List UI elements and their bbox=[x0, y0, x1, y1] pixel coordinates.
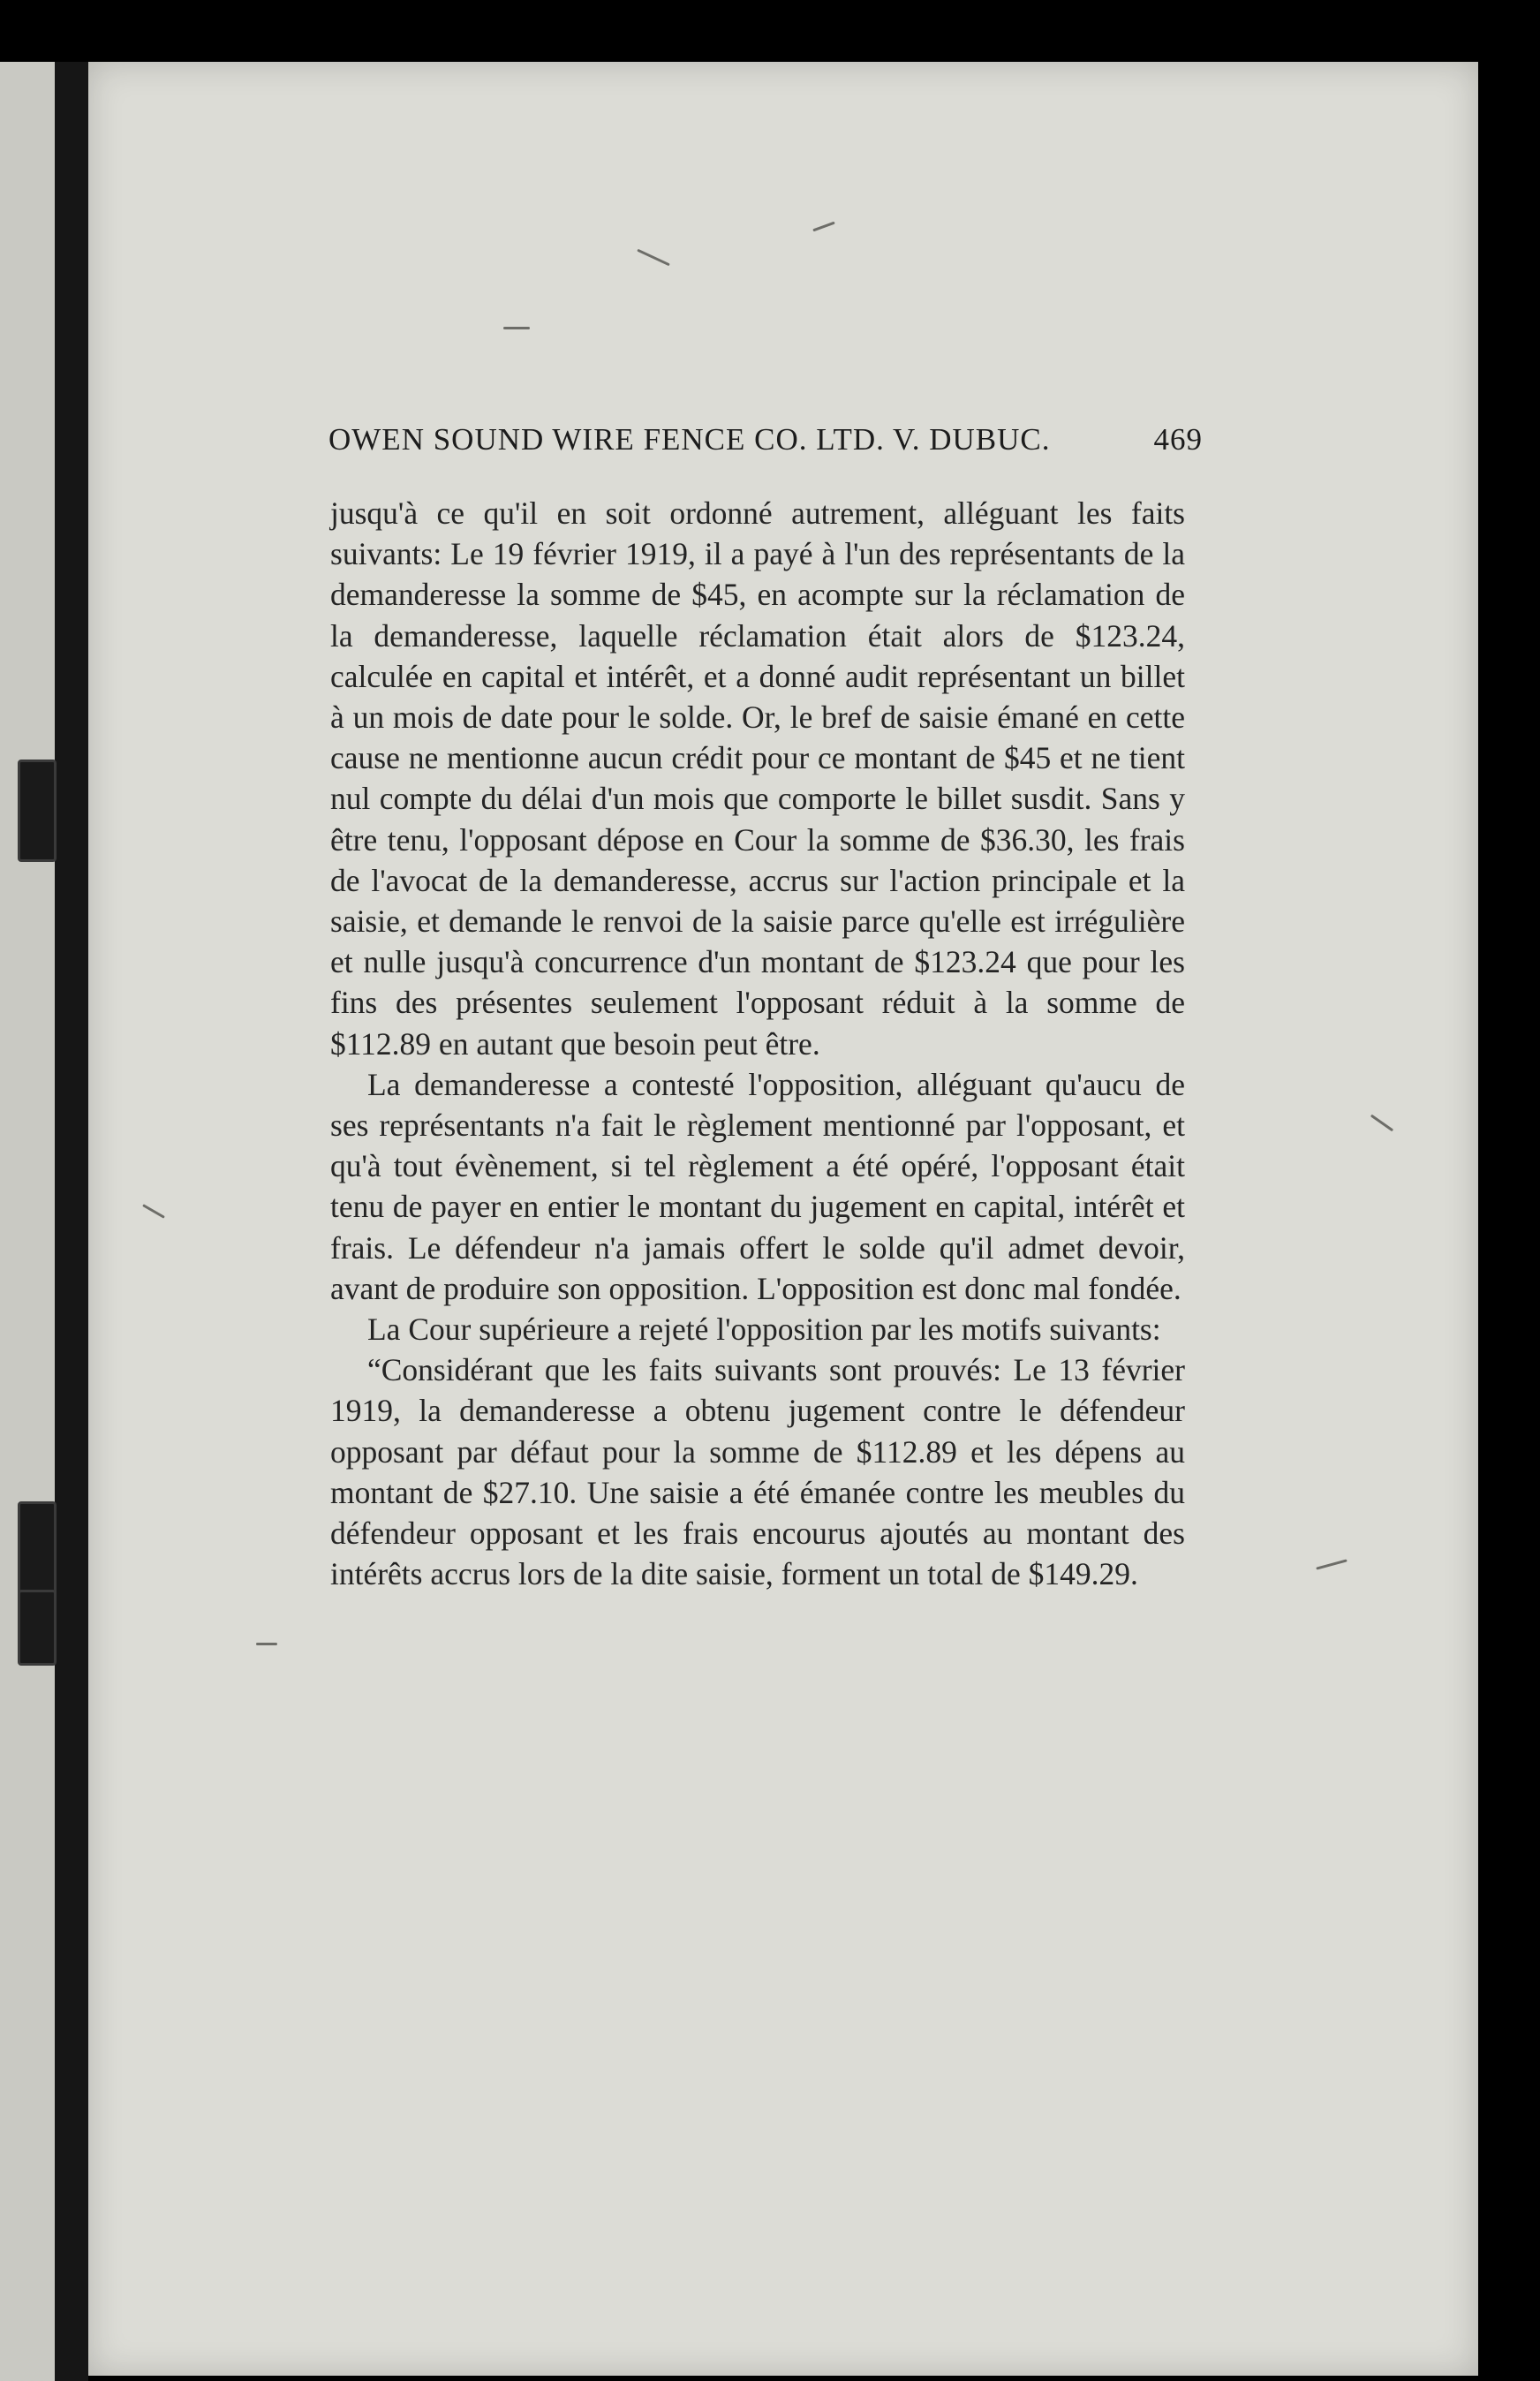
binding-gutter bbox=[55, 62, 88, 2381]
binding-edge bbox=[0, 62, 55, 2381]
paragraph-opposition-facts: jusqu'à ce qu'il en soit ordonné autrement, alléguant les faits suivants: Le 19 février 1919, il a payé à l'un des représentants de la demanderesse la somme de $45, en acompte sur la réclamation de la demanderesse, laquelle réclamation était alors de $123.24, calculée en capital et intérêt, et a donné audit représentant un billet à un mois de date pour le solde. Or, le bref de saisie émané en cette cause ne mentionne aucun crédit pour ce montant de $45 et ne tient nul compte du délai d'un mois que comporte le billet susdit. Sans y être tenu, l'opposant dépose en Cour la somme de $36.30, les frais de l'avocat de la demanderesse, accrus sur l'action principale et la saisie, et demande le renvoi de la saisie parce qu'elle est irrégulière et nulle jusqu'à concurrence d'un montant de $123.24 que pour les fins des présentes seulement l'opposant réduit à la somme de $112.89 en autant que besoin peut être. bbox=[330, 495, 1185, 1062]
paragraph-contestation: La demanderesse a contesté l'opposition, alléguant qu'aucu de ses représentants n'a fait le règlement mentionné par l'opposant, et qu'à tout évènement, si tel règlement a été opéré, l'opposant était tenu de payer en entier le montant du jugement en capital, intérêt et frais. Le défendeur n'a jamais offert le solde qu'il admet devoir, avant de produire son opposition. L'opposition est donc mal fondée. bbox=[330, 1066, 1185, 1306]
paper-speck bbox=[812, 222, 834, 232]
running-head-title: OWEN SOUND WIRE FENCE CO. LTD. V. DUBUC. bbox=[328, 422, 1051, 457]
paper-speck bbox=[256, 1643, 277, 1645]
binding-clip bbox=[18, 1590, 57, 1666]
paper-speck bbox=[1370, 1115, 1393, 1132]
paper-speck bbox=[503, 327, 530, 329]
binding-clip bbox=[18, 760, 57, 862]
paper-speck bbox=[142, 1204, 165, 1219]
paragraph-considerant: “Considérant que les faits suivants sont prouvés: Le 13 février 1919, la demanderesse a obtenu jugement contre le défendeur opposant par défaut pour la somme de $112.89 et les dépens au montant de $27.10. Une saisie a été émanée contre les meubles du défendeur opposant et les frais encourus ajoutés au montant des intérêts accrus lors de la dite saisie, forment un total de $149.29. bbox=[330, 1352, 1185, 1592]
paper-speck bbox=[1316, 1559, 1348, 1569]
page-number: 469 bbox=[1153, 422, 1203, 457]
paper-speck bbox=[637, 249, 670, 267]
body-text bbox=[330, 493, 1185, 1594]
paragraph-superior-court: La Cour supérieure a rejeté l'opposition par les motifs suivants: bbox=[367, 1311, 1161, 1348]
